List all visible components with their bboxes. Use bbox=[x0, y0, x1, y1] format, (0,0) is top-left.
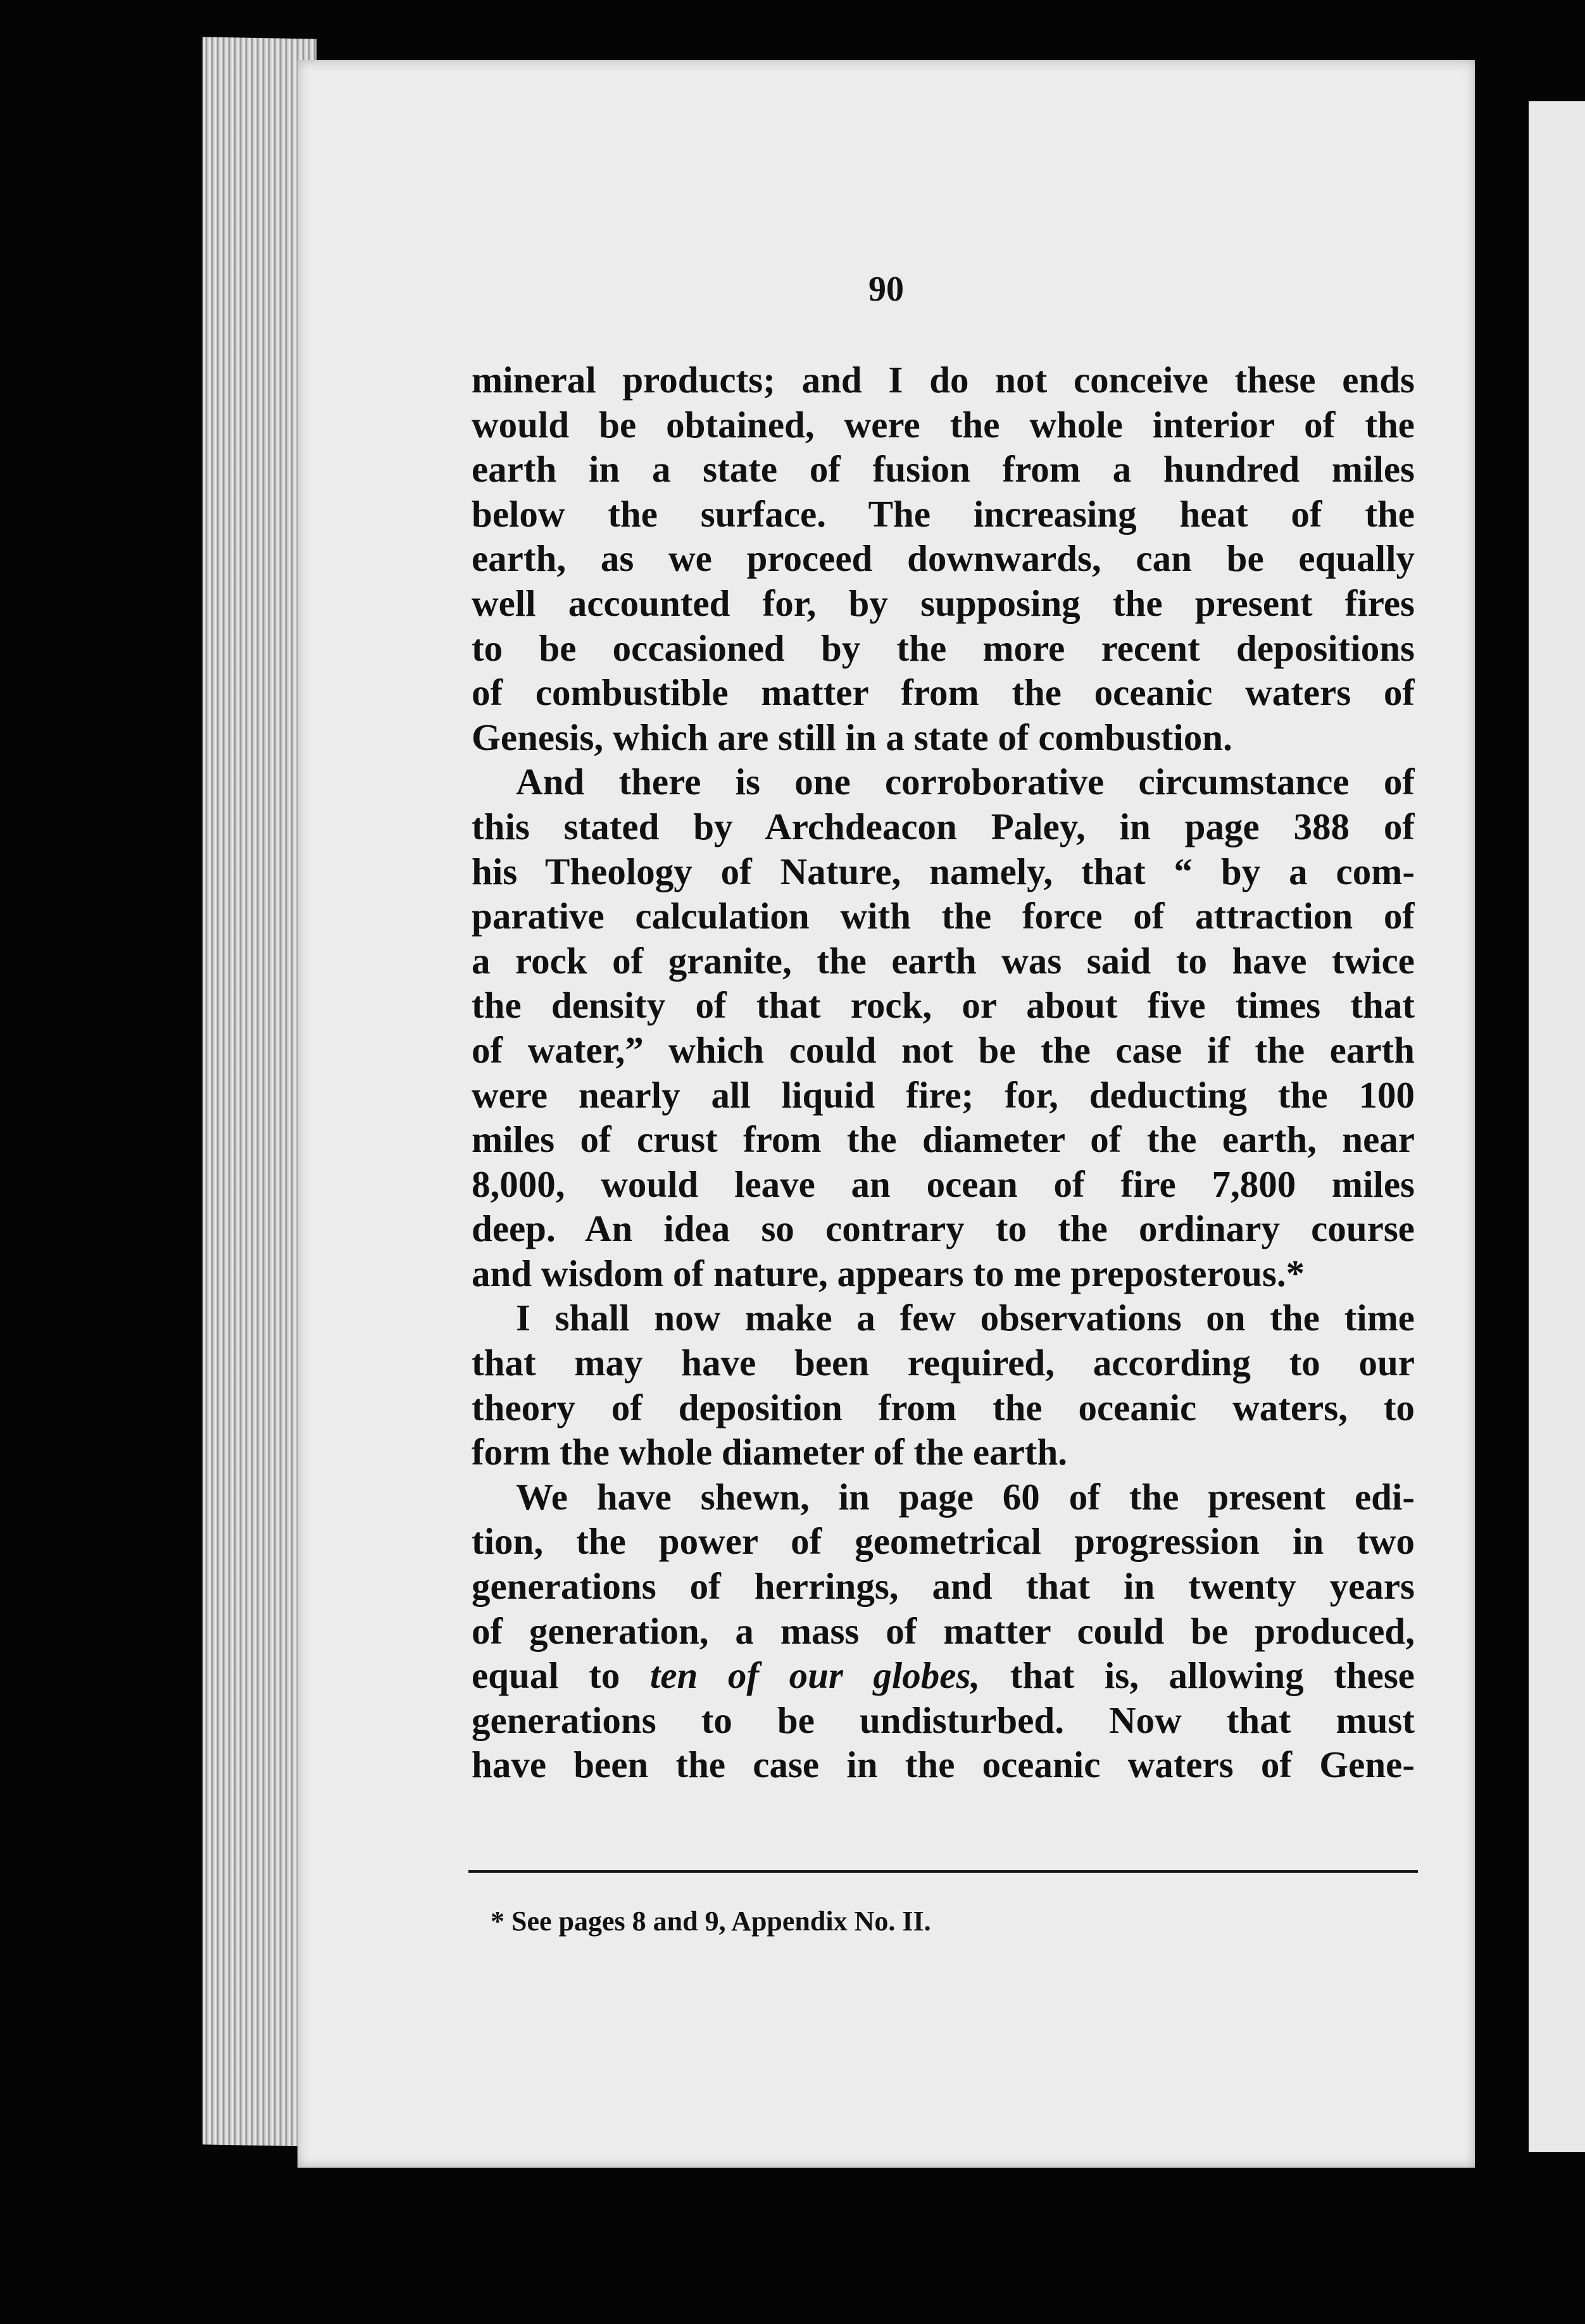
text-line: generations to be undisturbed. Now that must bbox=[472, 1699, 1415, 1741]
text-line: And there is one corroborative circumstance of bbox=[516, 761, 1415, 803]
text-line: and wisdom of nature, appears to me preposterous.* bbox=[472, 1252, 1305, 1294]
facing-page-edge bbox=[1529, 101, 1585, 2152]
text-line: of water,” which could not be the case if the earth bbox=[472, 1028, 1415, 1071]
text-line: well accounted for, by supposing the present fires bbox=[472, 582, 1415, 624]
text-line: earth in a state of fusion from a hundred miles bbox=[472, 448, 1415, 490]
text-line: mineral products; and I do not conceive these ends bbox=[472, 359, 1415, 401]
footnote-rule bbox=[468, 1870, 1418, 1873]
text-segment: that is, allowing these bbox=[980, 1654, 1415, 1697]
text-line: Genesis, which are still in a state of combustion. bbox=[472, 716, 1232, 758]
text-line: form the whole diameter of the earth. bbox=[472, 1431, 1068, 1473]
text-line: that may have been required, according to our bbox=[472, 1342, 1415, 1384]
text-line: deep. An idea so contrary to the ordinary course bbox=[472, 1208, 1415, 1250]
text-line: have been the case in the oceanic waters of Gene- bbox=[472, 1744, 1415, 1786]
body-text bbox=[472, 358, 1415, 1787]
italic-phrase: ten of our globes, bbox=[649, 1654, 980, 1697]
text-line: would be obtained, were the whole interior of the bbox=[472, 403, 1415, 446]
text-line: of combustible matter from the oceanic waters of bbox=[472, 672, 1415, 714]
text-line: were nearly all liquid fire; for, deducting the 100 bbox=[472, 1073, 1415, 1116]
text-segment: equal to bbox=[472, 1654, 650, 1697]
page-number: 90 bbox=[868, 270, 904, 309]
text-line: miles of crust from the diameter of the earth, near bbox=[472, 1118, 1415, 1161]
text-line: the density of that rock, or about five times that bbox=[472, 984, 1415, 1027]
text-line: of generation, a mass of matter could be produced, bbox=[472, 1609, 1415, 1652]
text-line: generations of herrings, and that in twenty years bbox=[472, 1565, 1415, 1608]
book-page bbox=[298, 60, 1475, 2168]
text-line: parative calculation with the force of attraction of bbox=[472, 895, 1415, 937]
text-line: 8,000, would leave an ocean of fire 7,800 miles bbox=[472, 1163, 1415, 1205]
text-line: a rock of granite, the earth was said to have twice bbox=[472, 939, 1415, 982]
text-line: his Theology of Nature, namely, that “ by a com- bbox=[472, 850, 1415, 892]
footnote: * See pages 8 and 9, Appendix No. II. bbox=[491, 1906, 931, 1937]
text-line: We have shewn, in page 60 of the present edi- bbox=[516, 1475, 1415, 1518]
text-line: I shall now make a few observations on the time bbox=[516, 1297, 1415, 1339]
text-line: tion, the power of geometrical progression in two bbox=[472, 1520, 1415, 1563]
text-line: theory of deposition from the oceanic waters, to bbox=[472, 1386, 1415, 1428]
text-line: below the surface. The increasing heat of the bbox=[472, 492, 1415, 535]
text-line: to be occasioned by the more recent depositions bbox=[472, 627, 1415, 669]
text-line: this stated by Archdeacon Paley, in page 388 of bbox=[472, 805, 1415, 847]
text-line-italic-phrase bbox=[472, 1653, 1415, 1698]
text-line: earth, as we proceed downwards, can be equally bbox=[472, 537, 1415, 580]
